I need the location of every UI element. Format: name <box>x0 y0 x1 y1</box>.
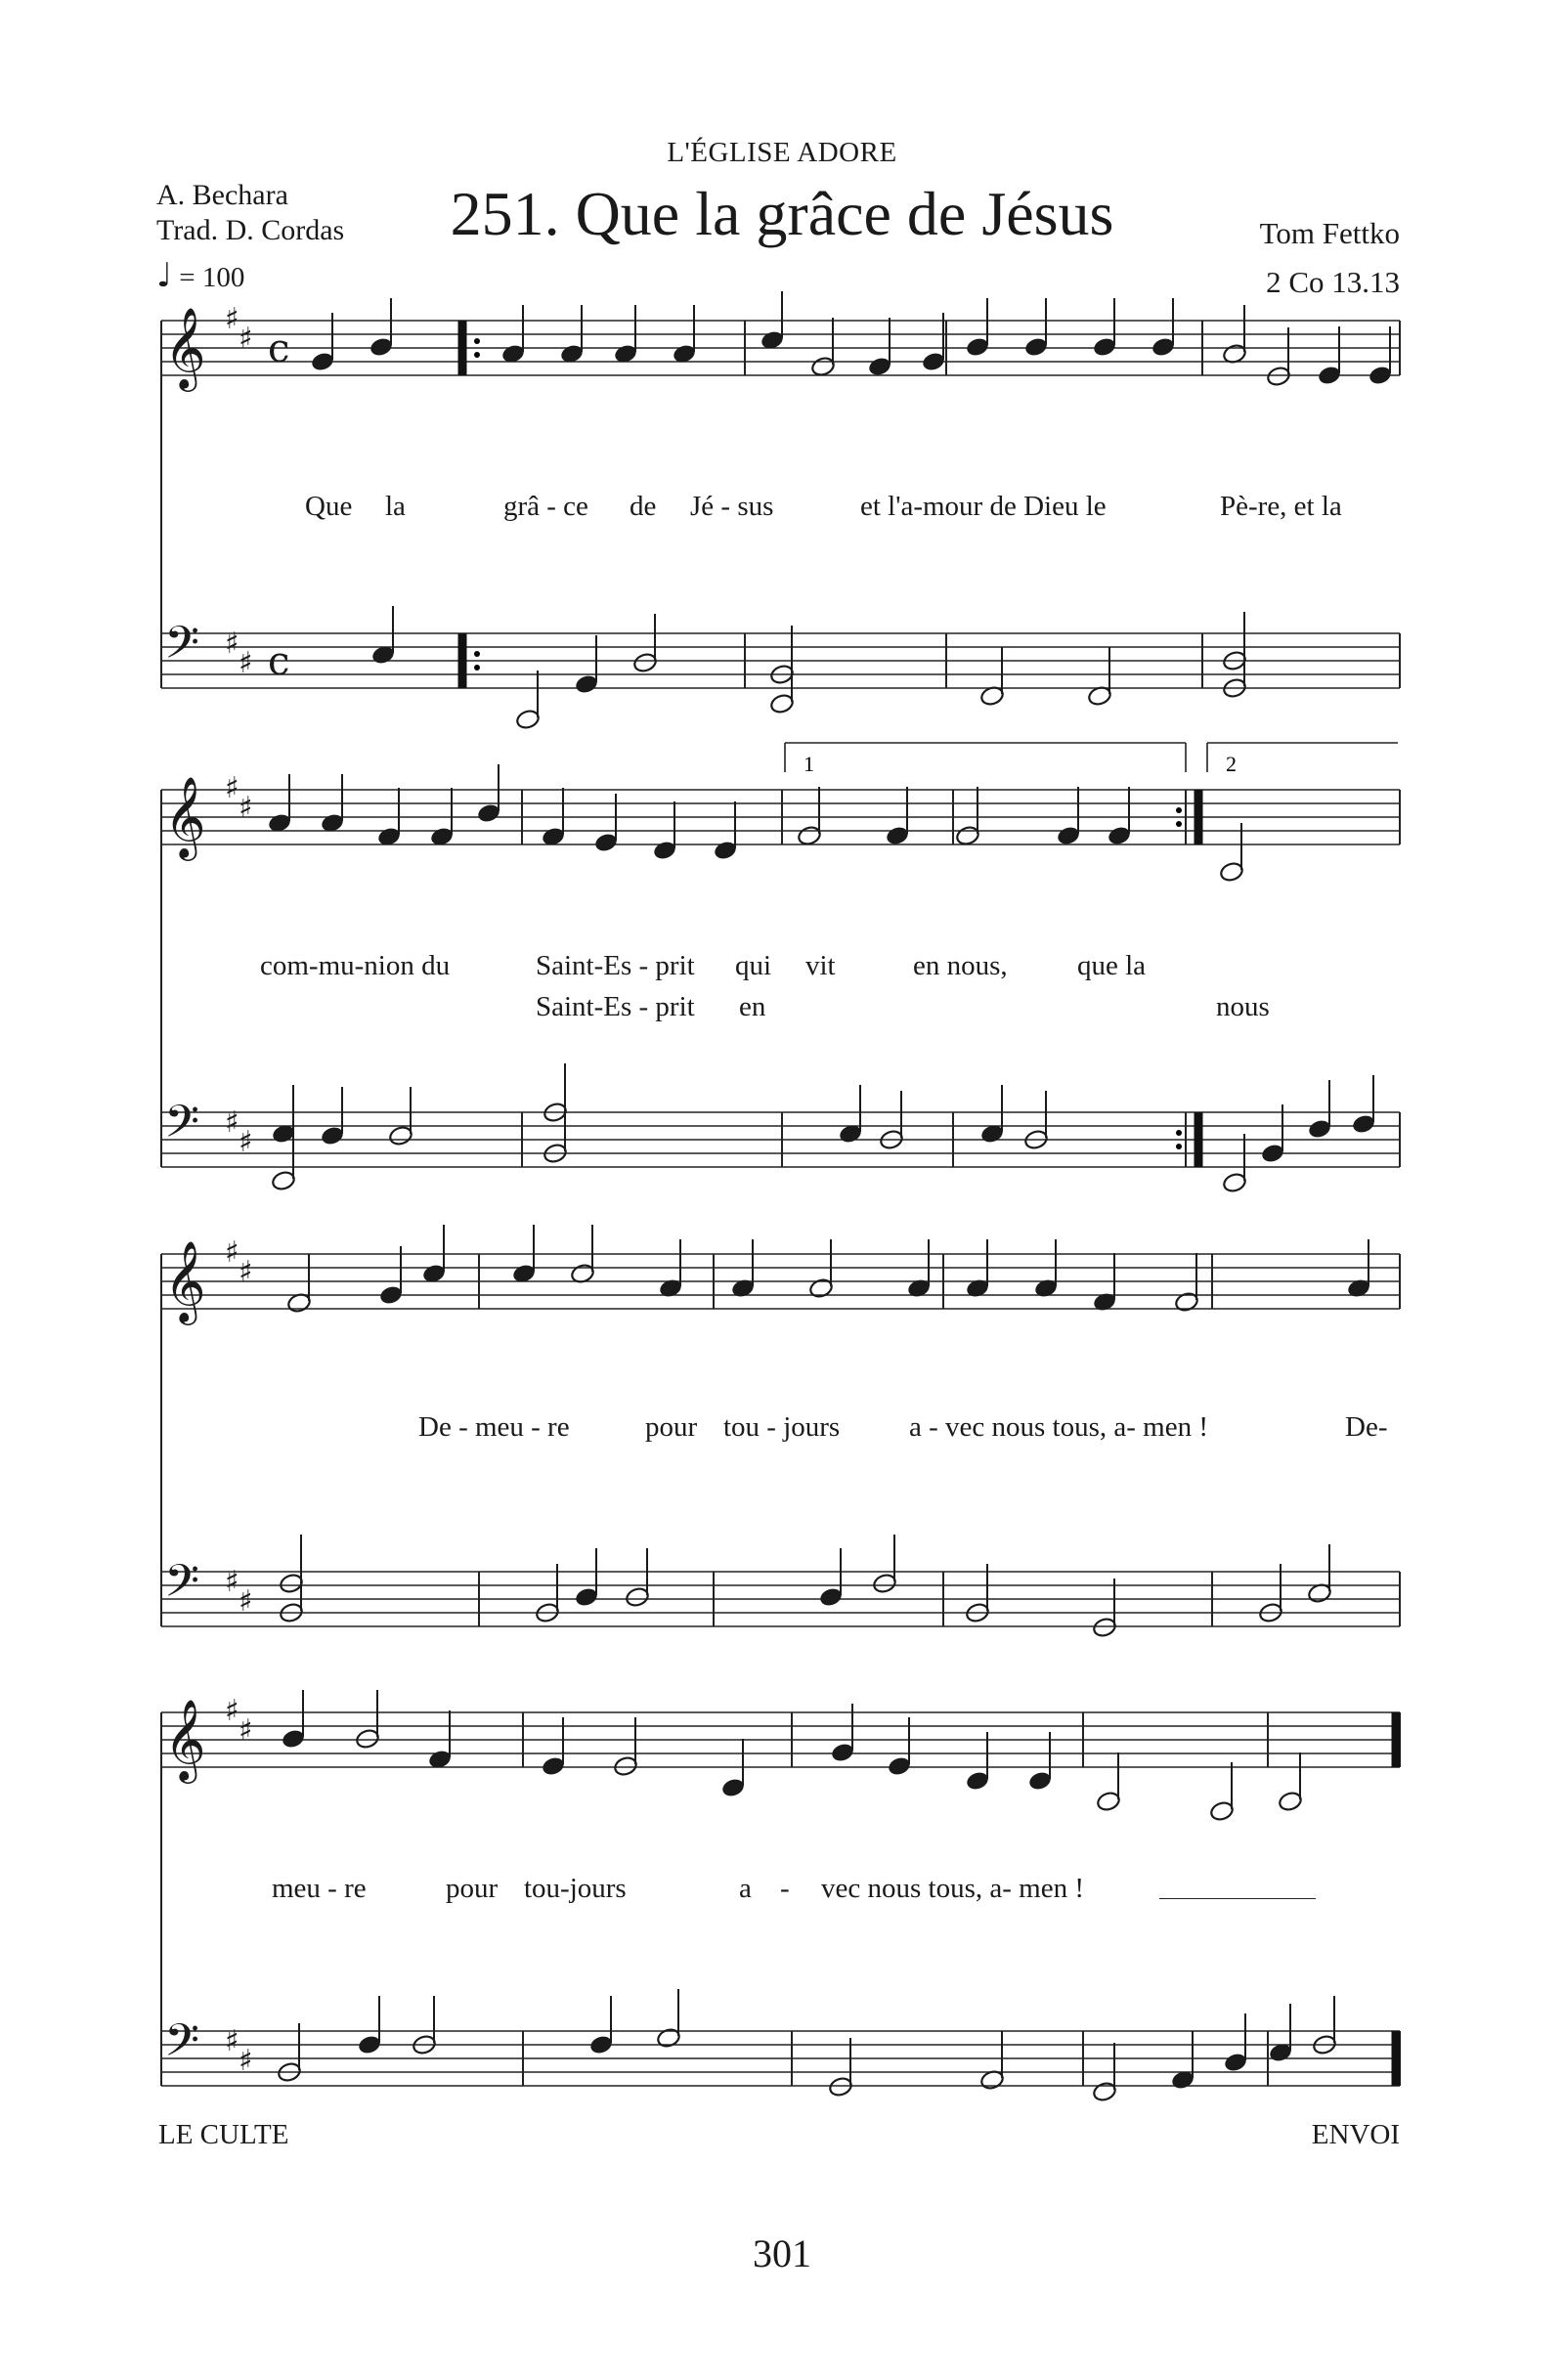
sharp-icon: ♯ <box>239 1713 253 1748</box>
lyric-syllable: grâ - ce <box>503 491 588 522</box>
lyric-syllable: vec nous tous, a- men ! <box>821 1873 1084 1904</box>
treble-clef-icon: 𝄞 <box>164 775 206 857</box>
footer-category: LE CULTE <box>158 2119 289 2150</box>
lyric-syllable: meu - re <box>272 1873 367 1904</box>
bass-clef-icon: 𝄢 <box>164 2014 200 2078</box>
sharp-icon: ♯ <box>225 2024 239 2058</box>
sharp-icon: ♯ <box>239 322 253 356</box>
sharp-icon: ♯ <box>239 1125 253 1159</box>
lyric-syllable: pour <box>446 1873 499 1904</box>
sharp-icon: ♯ <box>239 1255 253 1289</box>
lyric-syllable: tou-jours <box>524 1873 627 1904</box>
lyric-syllable: Que <box>305 491 353 522</box>
repeat-dot <box>1176 807 1182 813</box>
sharp-icon: ♯ <box>239 2044 253 2078</box>
sharp-icon: ♯ <box>225 1235 239 1270</box>
lyric-syllable: que la <box>1077 950 1147 981</box>
repeat-dot <box>474 651 480 657</box>
volta-1-label: 1 <box>804 752 814 776</box>
quarter-note-icon: ♩ <box>156 256 173 295</box>
lyric-syllable: tou - jours <box>723 1411 841 1443</box>
sharp-icon: ♯ <box>225 1105 239 1140</box>
lyric-syllable: Saint-Es - prit <box>536 950 695 981</box>
sharp-icon: ♯ <box>239 791 253 825</box>
notes-layer <box>267 291 1393 2102</box>
composer: Tom Fettko <box>1259 216 1400 250</box>
footer-subcategory: ENVOI <box>1311 2119 1400 2150</box>
bass-clef-icon: 𝄢 <box>164 1555 200 1619</box>
treble-clef-icon: 𝄞 <box>164 306 206 388</box>
sharp-icon: ♯ <box>239 1584 253 1619</box>
lyric-syllable: pour <box>645 1411 698 1443</box>
section-heading: L'ÉGLISE ADORE <box>667 137 897 168</box>
sharp-icon: ♯ <box>239 646 253 680</box>
lyric-syllable: a <box>739 1873 752 1904</box>
lyric-syllable: Saint-Es - prit <box>536 991 695 1022</box>
lyric-syllable: qui <box>735 950 772 981</box>
lyric-syllable: vit <box>805 950 836 981</box>
time-signature: c <box>268 639 290 684</box>
hymn-title: 251. Que la grâce de Jésus <box>450 179 1114 248</box>
sharp-icon: ♯ <box>225 302 239 336</box>
repeat-dot <box>1176 821 1182 827</box>
lyric-syllable: en <box>739 991 766 1022</box>
author: A. Bechara <box>156 179 288 211</box>
lyric-syllable: com-mu-nion du <box>260 950 451 981</box>
repeat-dot <box>474 352 480 358</box>
lyric-syllable: en nous, <box>913 950 1008 981</box>
sharp-icon: ♯ <box>225 771 239 805</box>
lyric-syllable: nous <box>1216 991 1270 1022</box>
sharp-icon: ♯ <box>225 1694 239 1728</box>
repeat-dot <box>474 665 480 671</box>
treble-clef-icon: 𝄞 <box>164 1698 206 1780</box>
scripture-reference: 2 Co 13.13 <box>1266 265 1400 299</box>
lyric-syllable: a - vec nous tous, a- men ! <box>909 1411 1209 1443</box>
repeat-dot <box>474 338 480 344</box>
lyric-syllable: de <box>630 491 657 522</box>
time-signature: c <box>268 326 290 371</box>
sharp-icon: ♯ <box>225 627 239 661</box>
tempo-value: = 100 <box>179 262 245 293</box>
lyric-syllable: - <box>780 1873 790 1904</box>
lyric-syllable: et l'a-mour de Dieu le <box>860 491 1107 522</box>
lyric-syllable: De - meu - re <box>418 1411 570 1443</box>
bass-clef-icon: 𝄢 <box>164 617 200 680</box>
melisma-line <box>1159 1898 1316 1899</box>
lyric-syllable: De- <box>1345 1411 1388 1443</box>
treble-clef-icon: 𝄞 <box>164 1239 206 1321</box>
sharp-icon: ♯ <box>225 1565 239 1599</box>
lyric-syllable: Pè-re, et la <box>1220 491 1342 522</box>
page-number: 301 <box>753 2231 811 2275</box>
volta-brackets <box>785 743 1398 776</box>
lyric-syllable: Jé - sus <box>690 491 774 522</box>
bass-clef-icon: 𝄢 <box>164 1096 200 1159</box>
repeat-dot <box>1176 1130 1182 1136</box>
lyric-syllable: la <box>385 491 406 522</box>
repeat-dot <box>1176 1144 1182 1149</box>
translator: Trad. D. Cordas <box>156 214 345 246</box>
volta-2-label: 2 <box>1226 752 1237 776</box>
